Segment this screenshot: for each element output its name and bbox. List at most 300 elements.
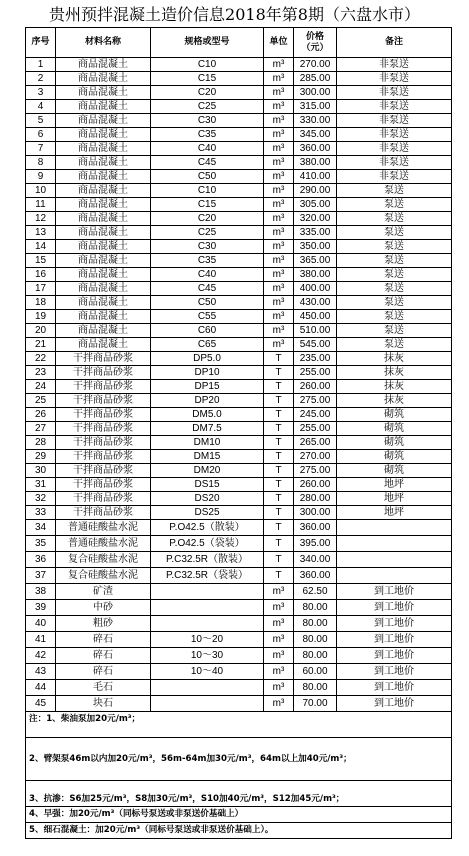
cell-unit: m³ — [264, 142, 294, 156]
cell-name: 商品混凝土 — [56, 184, 151, 198]
cell-name: 商品混凝土 — [56, 72, 151, 86]
cell-spec: DM20 — [151, 464, 264, 478]
cell-unit: m³ — [264, 156, 294, 170]
table-row — [26, 536, 452, 552]
cell-spec: DP10 — [151, 366, 264, 380]
cell-seq: 16 — [26, 268, 56, 282]
cell-remark: 泵送 — [337, 338, 452, 352]
table-row — [26, 198, 452, 212]
table-row — [26, 394, 452, 408]
cell-price: 260.00 — [294, 380, 337, 394]
cell-unit: T — [264, 536, 294, 552]
table-row — [26, 632, 452, 648]
cell-unit: m³ — [264, 114, 294, 128]
cell-unit: T — [264, 464, 294, 478]
cell-seq: 44 — [26, 680, 56, 696]
cell-remark — [337, 552, 452, 568]
table-row — [26, 568, 452, 584]
cell-seq: 7 — [26, 142, 56, 156]
cell-name: 商品混凝土 — [56, 226, 151, 240]
cell-remark: 泵送 — [337, 254, 452, 268]
cell-seq: 5 — [26, 114, 56, 128]
cell-seq: 33 — [26, 506, 56, 520]
cell-seq: 12 — [26, 212, 56, 226]
cell-seq: 35 — [26, 536, 56, 552]
cell-seq: 43 — [26, 664, 56, 680]
cell-price: 410.00 — [294, 170, 337, 184]
cell-unit: m³ — [264, 72, 294, 86]
cell-spec: C15 — [151, 198, 264, 212]
cell-seq: 9 — [26, 170, 56, 184]
cell-spec: DP20 — [151, 394, 264, 408]
header-price-line1: 价格 — [305, 31, 324, 42]
table-row — [26, 184, 452, 198]
cell-name: 干拌商品砂浆 — [56, 352, 151, 366]
cell-spec: 10～20 — [151, 632, 264, 648]
cell-seq: 10 — [26, 184, 56, 198]
cell-remark: 地坪 — [337, 478, 452, 492]
cell-name: 商品混凝土 — [56, 212, 151, 226]
cell-unit: T — [264, 478, 294, 492]
cell-name: 商品混凝土 — [56, 128, 151, 142]
cell-name: 复合硅酸盐水泥 — [56, 552, 151, 568]
table-row — [26, 680, 452, 696]
cell-seq: 31 — [26, 478, 56, 492]
table-body — [26, 58, 452, 712]
header-spec: 规格或型号 — [151, 28, 264, 58]
cell-remark: 到工地价 — [337, 696, 452, 712]
cell-name: 普通硅酸盐水泥 — [56, 536, 151, 552]
cell-spec: C40 — [151, 268, 264, 282]
cell-price: 275.00 — [294, 394, 337, 408]
table-row — [26, 86, 452, 100]
cell-name: 商品混凝土 — [56, 170, 151, 184]
cell-spec: C35 — [151, 128, 264, 142]
table-row — [26, 128, 452, 142]
cell-spec: C10 — [151, 58, 264, 72]
cell-spec: C25 — [151, 226, 264, 240]
table-row — [26, 648, 452, 664]
cell-price: 360.00 — [294, 142, 337, 156]
cell-unit: m³ — [264, 664, 294, 680]
cell-unit: m³ — [264, 324, 294, 338]
cell-price: 290.00 — [294, 184, 337, 198]
cell-spec: C50 — [151, 170, 264, 184]
cell-remark: 地坪 — [337, 492, 452, 506]
header-price — [294, 28, 337, 58]
table-row — [26, 114, 452, 128]
cell-unit: m³ — [264, 240, 294, 254]
cell-remark: 泵送 — [337, 212, 452, 226]
cell-remark: 非泵送 — [337, 156, 452, 170]
table-row — [26, 584, 452, 600]
cell-price: 395.00 — [294, 536, 337, 552]
cell-seq: 39 — [26, 600, 56, 616]
cell-seq: 25 — [26, 394, 56, 408]
cell-price: 80.00 — [294, 648, 337, 664]
table-row — [26, 436, 452, 450]
note-5: 5、细石混凝土：加20元/m³（同标号泵送或非泵送价基础上）。 — [26, 823, 452, 839]
cell-price: 330.00 — [294, 114, 337, 128]
table-row — [26, 422, 452, 436]
cell-name: 商品混凝土 — [56, 324, 151, 338]
cell-unit: T — [264, 394, 294, 408]
table-row — [26, 408, 452, 422]
cell-price: 300.00 — [294, 86, 337, 100]
header-remark: 备注 — [337, 28, 452, 58]
cell-remark: 地坪 — [337, 506, 452, 520]
cell-seq: 27 — [26, 422, 56, 436]
header-row — [26, 28, 452, 58]
table-row — [26, 282, 452, 296]
cell-name: 商品混凝土 — [56, 338, 151, 352]
cell-spec: C50 — [151, 296, 264, 310]
cell-seq: 19 — [26, 310, 56, 324]
cell-seq: 1 — [26, 58, 56, 72]
cell-unit: m³ — [264, 282, 294, 296]
note-row — [26, 823, 452, 839]
cell-name: 干拌商品砂浆 — [56, 366, 151, 380]
cell-unit: m³ — [264, 600, 294, 616]
table-row — [26, 492, 452, 506]
note-2: 2、臂架泵46m以内加20元/m³，56m-64m加30元/m³，64m以上加40元/m³； — [26, 738, 452, 781]
cell-name: 碎石 — [56, 664, 151, 680]
cell-price: 335.00 — [294, 226, 337, 240]
cell-name: 商品混凝土 — [56, 296, 151, 310]
cell-seq: 15 — [26, 254, 56, 268]
table-row — [26, 478, 452, 492]
cell-unit: T — [264, 422, 294, 436]
table-row — [26, 552, 452, 568]
cell-price: 270.00 — [294, 450, 337, 464]
cell-seq: 41 — [26, 632, 56, 648]
table-row — [26, 338, 452, 352]
cell-spec — [151, 616, 264, 632]
cell-name: 干拌商品砂浆 — [56, 394, 151, 408]
cell-spec: C10 — [151, 184, 264, 198]
table-row — [26, 450, 452, 464]
cell-remark — [337, 520, 452, 536]
cell-name: 碎石 — [56, 648, 151, 664]
cell-name: 商品混凝土 — [56, 268, 151, 282]
cell-price: 80.00 — [294, 600, 337, 616]
notes-section — [26, 712, 452, 839]
cell-remark: 抹灰 — [337, 352, 452, 366]
cell-spec — [151, 584, 264, 600]
cell-spec: DM5.0 — [151, 408, 264, 422]
cell-remark: 砌筑 — [337, 408, 452, 422]
cell-unit: m³ — [264, 170, 294, 184]
cell-seq: 34 — [26, 520, 56, 536]
cell-name: 干拌商品砂浆 — [56, 464, 151, 478]
table-row — [26, 520, 452, 536]
cell-price: 80.00 — [294, 616, 337, 632]
cell-price: 245.00 — [294, 408, 337, 422]
cell-remark: 非泵送 — [337, 114, 452, 128]
cell-price: 360.00 — [294, 520, 337, 536]
cell-price: 350.00 — [294, 240, 337, 254]
cell-name: 干拌商品砂浆 — [56, 436, 151, 450]
header-unit: 单位 — [264, 28, 294, 58]
cell-remark: 泵送 — [337, 310, 452, 324]
cell-spec: C15 — [151, 72, 264, 86]
cell-unit: m³ — [264, 86, 294, 100]
table-row — [26, 100, 452, 114]
cell-price: 270.00 — [294, 58, 337, 72]
cell-unit: m³ — [264, 184, 294, 198]
note-1: 注：1、柴油泵加20元/m³； — [26, 712, 452, 738]
cell-spec: C30 — [151, 114, 264, 128]
cell-price: 255.00 — [294, 422, 337, 436]
cell-unit: m³ — [264, 648, 294, 664]
cell-spec: DM10 — [151, 436, 264, 450]
cell-remark: 非泵送 — [337, 170, 452, 184]
cell-price: 380.00 — [294, 268, 337, 282]
cell-name: 干拌商品砂浆 — [56, 492, 151, 506]
cell-spec: DP5.0 — [151, 352, 264, 366]
cell-remark: 到工地价 — [337, 680, 452, 696]
cell-seq: 29 — [26, 450, 56, 464]
cell-name: 中砂 — [56, 600, 151, 616]
cell-seq: 18 — [26, 296, 56, 310]
cell-remark: 到工地价 — [337, 584, 452, 600]
cell-seq: 23 — [26, 366, 56, 380]
cell-price: 300.00 — [294, 506, 337, 520]
cell-spec: DS20 — [151, 492, 264, 506]
cell-unit: m³ — [264, 680, 294, 696]
cell-unit: T — [264, 568, 294, 584]
table-row — [26, 352, 452, 366]
cell-unit: m³ — [264, 212, 294, 226]
table-row — [26, 380, 452, 394]
cell-seq: 37 — [26, 568, 56, 584]
note-row — [26, 712, 452, 738]
cell-spec: P.C32.5R（袋装） — [151, 568, 264, 584]
cell-spec: C55 — [151, 310, 264, 324]
table-row — [26, 310, 452, 324]
cell-remark: 非泵送 — [337, 72, 452, 86]
cell-price: 260.00 — [294, 478, 337, 492]
table-row — [26, 212, 452, 226]
cell-seq: 17 — [26, 282, 56, 296]
cell-remark: 泵送 — [337, 282, 452, 296]
cell-unit: T — [264, 552, 294, 568]
cell-remark: 到工地价 — [337, 664, 452, 680]
cell-unit: m³ — [264, 696, 294, 712]
table-row — [26, 600, 452, 616]
cell-price: 345.00 — [294, 128, 337, 142]
cell-spec: C35 — [151, 254, 264, 268]
cell-remark — [337, 568, 452, 584]
cell-price: 510.00 — [294, 324, 337, 338]
cell-price: 265.00 — [294, 436, 337, 450]
note-row — [26, 738, 452, 781]
cell-price: 70.00 — [294, 696, 337, 712]
cell-spec: P.C32.5R（散装） — [151, 552, 264, 568]
cell-spec: DM15 — [151, 450, 264, 464]
cell-name: 干拌商品砂浆 — [56, 422, 151, 436]
cell-unit: m³ — [264, 268, 294, 282]
cell-remark: 抹灰 — [337, 394, 452, 408]
cell-seq: 4 — [26, 100, 56, 114]
cell-unit: m³ — [264, 254, 294, 268]
cell-price: 80.00 — [294, 680, 337, 696]
table-row — [26, 296, 452, 310]
cell-seq: 28 — [26, 436, 56, 450]
cell-remark — [337, 536, 452, 552]
cell-price: 62.50 — [294, 584, 337, 600]
cell-spec: P.O42.5（散装） — [151, 520, 264, 536]
cell-name: 商品混凝土 — [56, 310, 151, 324]
table-row — [26, 142, 452, 156]
cell-seq: 32 — [26, 492, 56, 506]
cell-spec: C20 — [151, 86, 264, 100]
cell-seq: 40 — [26, 616, 56, 632]
cell-name: 干拌商品砂浆 — [56, 408, 151, 422]
note-3: 3、抗渗：S6加25元/m³，S8加30元/m³，S10加40元/m³，S12加45元/m³； — [26, 781, 452, 807]
cell-seq: 21 — [26, 338, 56, 352]
cell-unit: T — [264, 506, 294, 520]
cell-name: 普通硅酸盐水泥 — [56, 520, 151, 536]
cell-spec: C45 — [151, 282, 264, 296]
table-row — [26, 268, 452, 282]
cell-unit: m³ — [264, 338, 294, 352]
note-row — [26, 807, 452, 823]
cell-remark: 非泵送 — [337, 142, 452, 156]
cell-spec — [151, 600, 264, 616]
cell-remark: 到工地价 — [337, 632, 452, 648]
table-row — [26, 156, 452, 170]
cell-price: 255.00 — [294, 366, 337, 380]
table-row — [26, 664, 452, 680]
cell-seq: 30 — [26, 464, 56, 478]
cell-spec: C45 — [151, 156, 264, 170]
cell-name: 商品混凝土 — [56, 114, 151, 128]
cell-name: 商品混凝土 — [56, 156, 151, 170]
cell-remark: 砌筑 — [337, 436, 452, 450]
cell-name: 复合硅酸盐水泥 — [56, 568, 151, 584]
cell-spec: C30 — [151, 240, 264, 254]
cell-name: 商品混凝土 — [56, 58, 151, 72]
cell-remark: 非泵送 — [337, 100, 452, 114]
cell-remark: 泵送 — [337, 198, 452, 212]
cell-price: 340.00 — [294, 552, 337, 568]
cell-price: 275.00 — [294, 464, 337, 478]
cell-name: 矿渣 — [56, 584, 151, 600]
cell-remark: 泵送 — [337, 324, 452, 338]
cell-spec: C40 — [151, 142, 264, 156]
cell-spec: 10～40 — [151, 664, 264, 680]
cell-spec: DM7.5 — [151, 422, 264, 436]
cell-spec: DP15 — [151, 380, 264, 394]
table-row — [26, 366, 452, 380]
cell-name: 商品混凝土 — [56, 142, 151, 156]
cell-remark: 非泵送 — [337, 58, 452, 72]
cell-name: 块石 — [56, 696, 151, 712]
cell-name: 粗砂 — [56, 616, 151, 632]
table-row — [26, 254, 452, 268]
cell-seq: 13 — [26, 226, 56, 240]
cell-name: 干拌商品砂浆 — [56, 478, 151, 492]
cell-spec: C60 — [151, 324, 264, 338]
cell-price: 430.00 — [294, 296, 337, 310]
cell-name: 干拌商品砂浆 — [56, 506, 151, 520]
cell-name: 商品混凝土 — [56, 198, 151, 212]
cell-spec: C20 — [151, 212, 264, 226]
cell-price: 365.00 — [294, 254, 337, 268]
cell-price: 235.00 — [294, 352, 337, 366]
cell-price: 305.00 — [294, 198, 337, 212]
cell-spec: C25 — [151, 100, 264, 114]
cell-price: 320.00 — [294, 212, 337, 226]
cell-remark: 抹灰 — [337, 366, 452, 380]
cell-seq: 22 — [26, 352, 56, 366]
cell-name: 干拌商品砂浆 — [56, 450, 151, 464]
cell-remark: 泵送 — [337, 184, 452, 198]
cell-unit: T — [264, 520, 294, 536]
cell-remark: 泵送 — [337, 226, 452, 240]
cell-remark: 到工地价 — [337, 648, 452, 664]
cell-name: 商品混凝土 — [56, 86, 151, 100]
cell-remark: 非泵送 — [337, 86, 452, 100]
cell-spec: DS15 — [151, 478, 264, 492]
cell-price: 380.00 — [294, 156, 337, 170]
cell-unit: m³ — [264, 584, 294, 600]
cell-name: 干拌商品砂浆 — [56, 380, 151, 394]
cell-remark: 泵送 — [337, 268, 452, 282]
cell-spec: 10～30 — [151, 648, 264, 664]
cell-seq: 14 — [26, 240, 56, 254]
cell-unit: m³ — [264, 632, 294, 648]
table-row — [26, 226, 452, 240]
page-title: 贵州预拌混凝土造价信息2018年第8期（六盘水市） — [49, 5, 420, 24]
cell-remark: 砌筑 — [337, 464, 452, 478]
cell-seq: 26 — [26, 408, 56, 422]
cell-seq: 20 — [26, 324, 56, 338]
cell-remark: 到工地价 — [337, 616, 452, 632]
cell-spec — [151, 696, 264, 712]
cell-price: 360.00 — [294, 568, 337, 584]
cell-price: 315.00 — [294, 100, 337, 114]
cell-seq: 3 — [26, 86, 56, 100]
table-row — [26, 240, 452, 254]
cell-seq: 8 — [26, 156, 56, 170]
cell-spec — [151, 680, 264, 696]
cell-unit: m³ — [264, 296, 294, 310]
cell-unit: T — [264, 436, 294, 450]
cell-unit: m³ — [264, 58, 294, 72]
cell-name: 商品混凝土 — [56, 240, 151, 254]
table-row — [26, 506, 452, 520]
table-row — [26, 696, 452, 712]
cell-spec: C65 — [151, 338, 264, 352]
cell-unit: m³ — [264, 128, 294, 142]
header-price-line2: （元） — [301, 42, 329, 53]
table-row — [26, 72, 452, 86]
cell-unit: T — [264, 366, 294, 380]
cell-unit: T — [264, 380, 294, 394]
table-row — [26, 324, 452, 338]
cell-price: 400.00 — [294, 282, 337, 296]
cell-unit: m³ — [264, 226, 294, 240]
cell-price: 80.00 — [294, 632, 337, 648]
header-name: 材料名称 — [56, 28, 151, 58]
cell-unit: m³ — [264, 310, 294, 324]
cell-name: 商品混凝土 — [56, 282, 151, 296]
cell-remark: 砌筑 — [337, 450, 452, 464]
cell-seq: 45 — [26, 696, 56, 712]
cell-price: 60.00 — [294, 664, 337, 680]
